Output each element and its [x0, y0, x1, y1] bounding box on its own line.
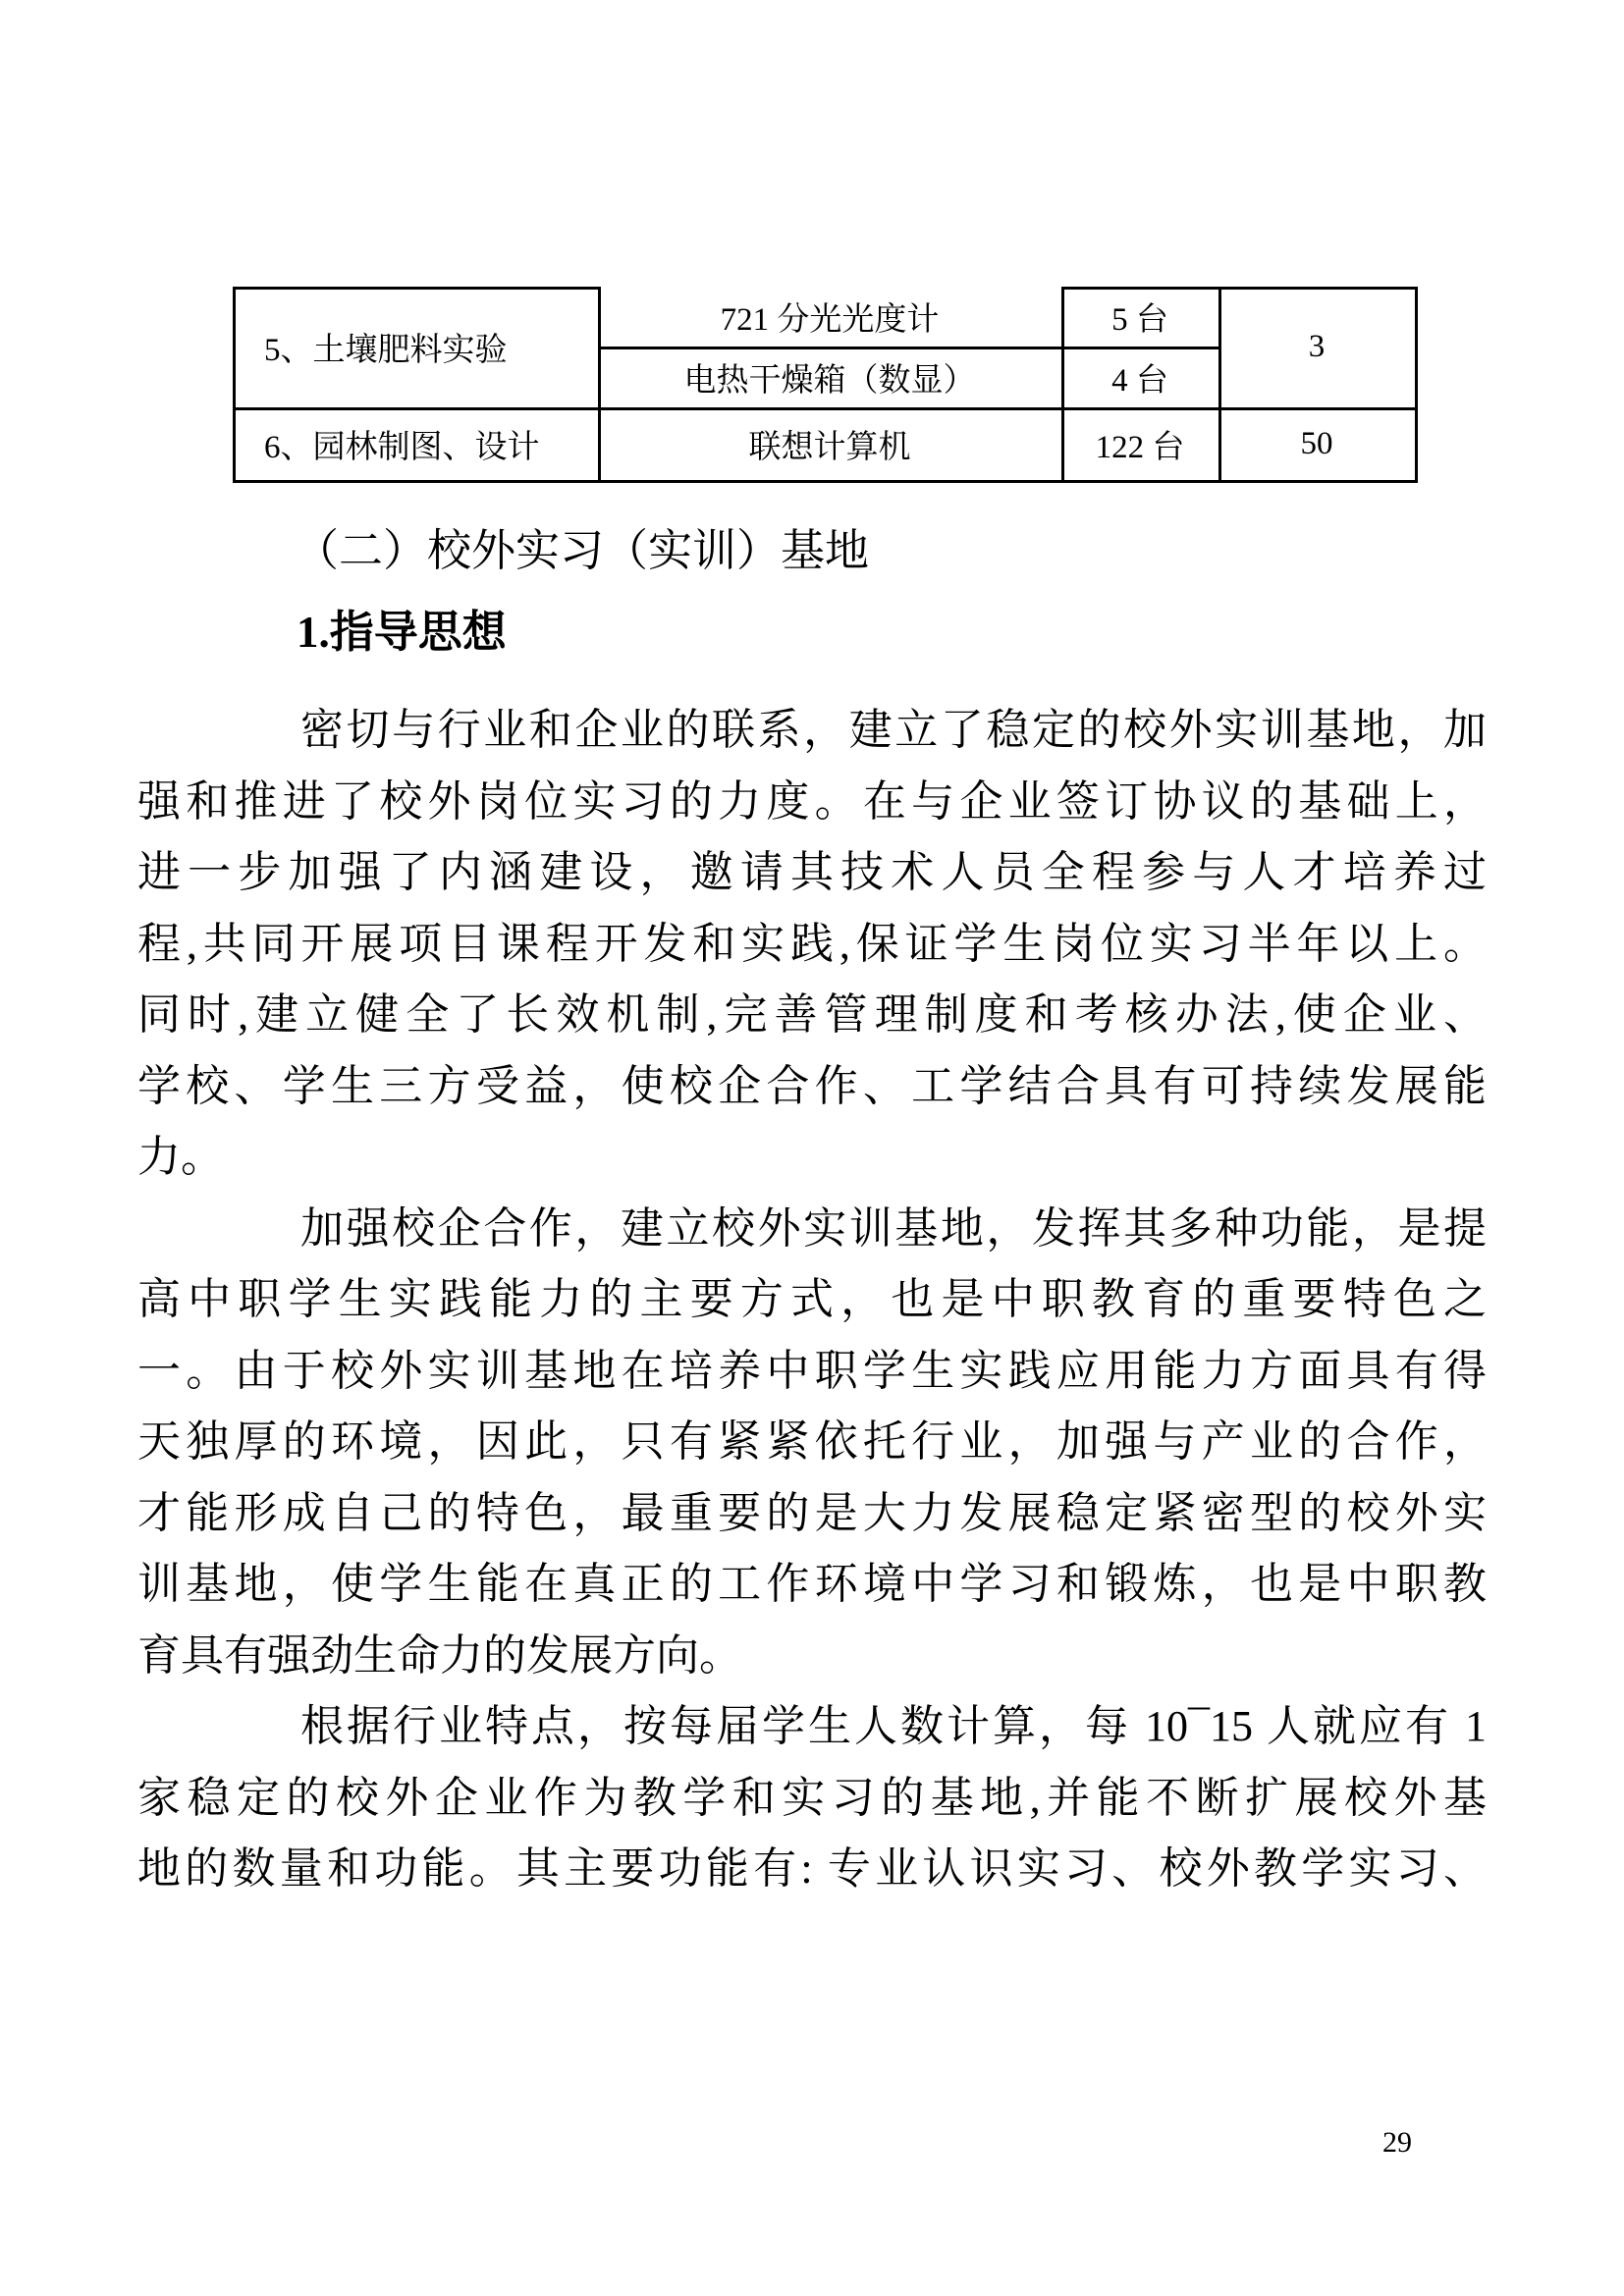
table-cell-quantity: 122 台 [1095, 429, 1185, 465]
table-cell-lab-name: 5、土壤肥料实验 [264, 333, 508, 368]
paragraph-line: 学校、学生三方受益，使校企合作、工学结合具有可持续发展能 [137, 1061, 1487, 1110]
table-cell-rooms: 50 [1300, 425, 1333, 461]
page-number: 29 [1382, 2126, 1412, 2159]
paragraph-line: 程,共同开展项目课程开发和实践,保证学生岗位实习半年以上。 [137, 919, 1487, 968]
paragraph-line: 密切与行业和企业的联系，建立了稳定的校外实训基地，加 [300, 706, 1487, 754]
table-cell-rooms: 3 [1308, 329, 1326, 364]
paragraph-line: 一。由于校外实训基地在培养中职学生实践应用能力方面具有得 [137, 1346, 1487, 1395]
paragraph-line: 家稳定的校外企业作为教学和实习的基地,并能不断扩展校外基 [137, 1773, 1487, 1822]
paragraph-line: 训基地，使学生能在真正的工作环境中学习和锻炼，也是中职教 [137, 1560, 1487, 1608]
paragraph-line: 才能形成自己的特色，最重要的是大力发展稳定紧密型的校外实 [137, 1488, 1487, 1537]
table-cell-equipment: 联想计算机 [748, 429, 911, 465]
table-border [1415, 287, 1418, 483]
table-cell-lab-name: 6、园林制图、设计 [264, 429, 540, 465]
paragraph-line: 进一步加强了内涵建设，邀请其技术人员全程参与人才培养过 [137, 848, 1487, 896]
body-text [137, 695, 1487, 1905]
table-border [233, 480, 1418, 483]
section-heading: （二）校外实习（实训）基地 [295, 526, 870, 575]
paragraph-line: 力。 [137, 1133, 224, 1181]
table-cell-quantity: 4 台 [1111, 362, 1168, 399]
paragraph-line: 育具有强劲生命力的发展方向。 [137, 1630, 742, 1680]
table-cell-quantity: 5 台 [1111, 302, 1168, 338]
paragraph-line: 根据行业特点，按每届学生人数计算，每 10¯15 人就应有 1 [300, 1702, 1487, 1750]
paragraph-line: 地的数量和功能。其主要功能有: 专业认识实习、校外教学实习、 [137, 1844, 1487, 1893]
table-cell-equipment: 电热干燥箱（数显） [683, 362, 976, 399]
paragraph-line: 天独厚的环境，因此，只有紧紧依托行业，加强与产业的合作， [137, 1417, 1487, 1466]
paragraph-line: 高中职学生实践能力的主要方式，也是中职教育的重要特色之 [137, 1275, 1487, 1323]
table-cell-equipment: 721 分光光度计 [720, 302, 940, 338]
subsection-heading: 1.指导思想 [297, 608, 507, 657]
paragraph-line: 加强校企合作，建立校外实训基地，发挥其多种功能，是提 [300, 1203, 1487, 1253]
paragraph-line: 强和推进了校外岗位实习的力度。在与企业签订协议的基础上， [137, 776, 1487, 826]
paragraph-line: 同时,建立健全了长效机制,完善管理制度和考核办法,使企业、 [137, 990, 1487, 1039]
